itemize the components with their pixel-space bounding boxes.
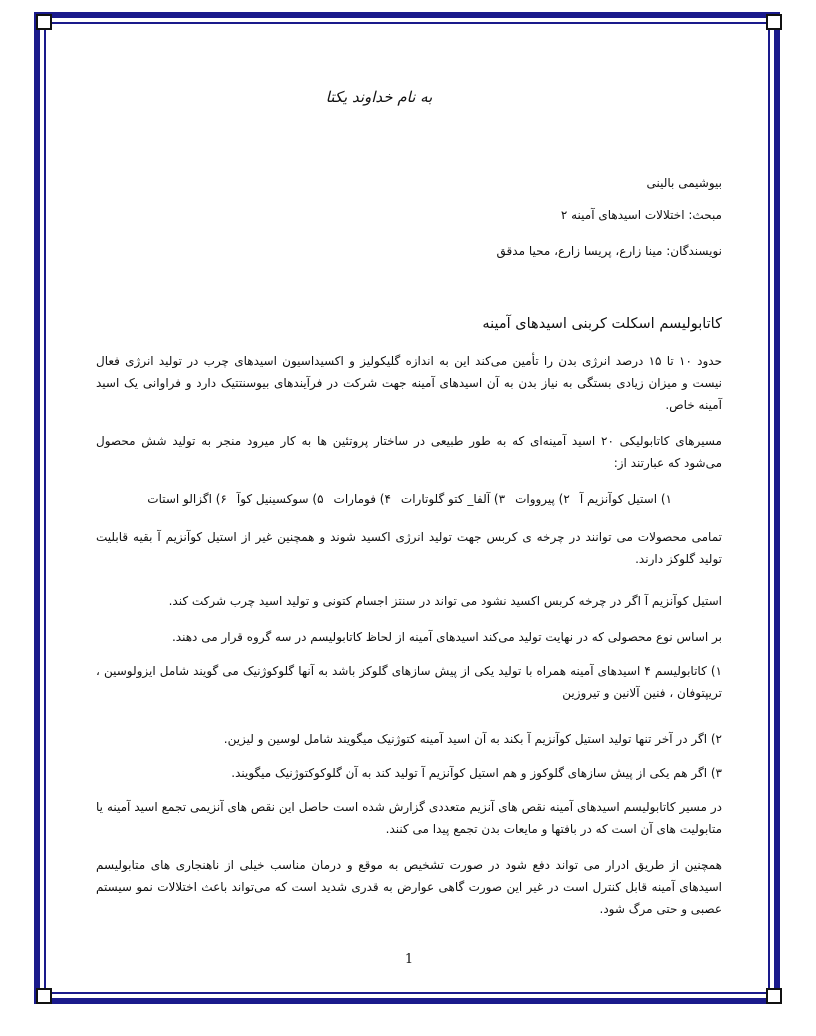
corner-ornament (766, 988, 782, 1004)
corner-ornament (766, 14, 782, 30)
paragraph-krebs: تمامی محصولات می توانند در چرخه ی کربس جهت تولید انرژی اکسید شوند و همچنین غیر از استیل کوآنزیم آ بقیه قابلیت تولید گلوکز دارند. (96, 530, 722, 566)
paragraph-pathways: مسیرهای کاتابولیکی ۲۰ اسید آمینه‌ای که به طور طبیعی در ساختار پروتئین ها به کار میرود منجر به تولید شش محصول می‌شود که عبارتند از: (96, 434, 722, 470)
paragraph-urine-excretion: همچنین از طریق ادرار می تواند دفع شود در صورت تشخیص به موقع و درمان مناسب خیلی از ناهنجاری های متابولیسم اسیدهای آمینه قابل کنترل است در غیر این صورت گاهی عوارض به قدری شدید است که می‌تواند باعث اختلالات نمو سیستم عصبی و حتی مرگ شود. (96, 858, 722, 916)
paragraph-groups: بر اساس نوع محصولی که در نهایت تولید می‌کند اسیدهای آمینه از لحاظ کاتابولیسم در سه گروه قرار می دهند. (171, 630, 722, 644)
product-item: ۲) پیرووات (515, 492, 570, 506)
paragraph-gluco-ketogenic: ۳) اگر هم یکی از پیش سازهای گلوکوز و هم استیل کوآنزیم آ تولید کند به آن گلوکوکتوژنیک میگویند. (231, 766, 722, 780)
paragraph-ketogenic: ۲) اگر در آخر تنها تولید استیل کوآنزیم آ بکند به آن اسید آمینه کتوژنیک میگویند شامل لوسین و لیزین. (223, 732, 722, 746)
course-title: بیوشیمی بالینی (646, 176, 722, 190)
section-heading: کاتابولیسم اسکلت کربنی اسیدهای آمینه (482, 316, 722, 332)
invocation-calligraphy (96, 88, 722, 106)
product-item: ۱) استیل کوآنزیم آ (579, 492, 672, 506)
page-number: 1 (404, 952, 414, 967)
topic-line: مبحث: اختلالات اسیدهای آمینه ۲ (560, 208, 722, 222)
paragraph-energy: حدود ۱۰ تا ۱۵ درصد انرژی بدن را تأمین می‌کند این به اندازه گلیکولیز و اکسیداسیون اسیدهای چرب در تولید انرژی فعال نیست و میزان زیادی بستگی به نیاز بدن به آن اسیدهای آمینه جهت شرکت در فرآیندهای بیوسنتتیک دارد و فراوانی یک اسید آمینه خاص. (96, 354, 722, 412)
invocation-text: به نام خداوند یکتا (325, 88, 433, 106)
paragraph-enzyme-defects: در مسیر کاتابولیسم اسیدهای آمینه نقص های آنزیم متعددی گزارش شده است حاصل این نقص های آنزیمی تجمع اسید آمینه یا متابولیت های آن است که در بافتها و مایعات بدن تجمع پیدا می کنند. (96, 800, 722, 836)
document-page (96, 60, 722, 990)
product-item: ۶) اگزالو استات (147, 492, 227, 506)
paragraph-acetyl-coa: استیل کوآنزیم آ اگر در چرخه کربس اکسید نشود می تواند در سنتز اجسام کتونی و تولید اسید چرب شرکت کند. (168, 594, 722, 608)
paragraph-glucogenic: ۱) کاتابولیسم ۴ اسیدهای آمینه همراه با تولید یکی از پیش سازهای گلوکز باشد به آنها گلوکوژنیک می گویند شامل ایزولوسین ، تریپتوفان ، فنین آلانین و تیروزین (96, 664, 722, 700)
product-item: ۴) فومارات (333, 492, 391, 506)
authors-line: نویسندگان: مینا زارع، پریسا زارع، محیا مدقق (496, 244, 722, 258)
corner-ornament (36, 14, 52, 30)
product-item: ۵) سوکسینیل کوآ (236, 492, 324, 506)
corner-ornament (36, 988, 52, 1004)
products-list (96, 492, 722, 506)
product-item: ۳) آلفا_ کتو گلوتارات (400, 492, 506, 506)
